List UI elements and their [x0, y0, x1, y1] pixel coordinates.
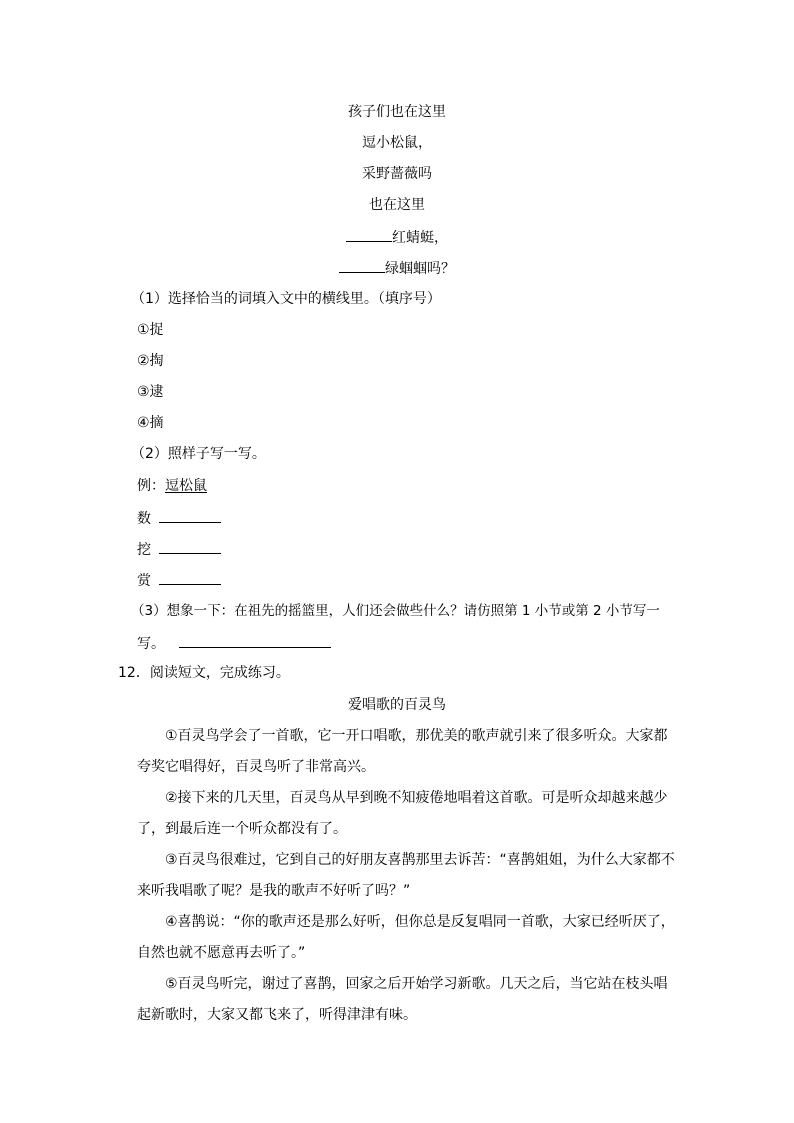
poem-blank-line-1-text: 红蜻蜓，	[392, 230, 448, 246]
q12-heading: 12．阅读短文，完成练习。	[118, 665, 290, 681]
q3-answer-blank[interactable]	[179, 632, 331, 648]
passage-paragraph-4: ④喜鹊说：“你的歌声还是那么好听，但你总是反复唱同一首歌，大家已经听厌了，自然也就不愿意再去听了。”	[137, 914, 675, 961]
q2-example	[137, 476, 207, 496]
q2-item-3-label: 赏	[137, 573, 151, 589]
q2-item-3	[137, 569, 221, 589]
q1-prompt: （1）选择恰当的词填入文中的横线里。（填序号）	[131, 291, 441, 307]
poem-blank-line-2-text: 绿蝈蝈吗？	[385, 261, 455, 277]
poem-line-3: 采野蔷薇吗	[362, 166, 432, 182]
q2-item-2	[137, 538, 221, 558]
passage-paragraph-1: ①百灵鸟学会了一首歌，它一开口唱歌，那优美的歌声就引来了很多听众。大家都夸奖它唱得好，百灵鸟听了非常高兴。	[137, 728, 668, 775]
passage-paragraph-5: ⑤百灵鸟听完，谢过了喜鹊，回家之后开始学习新歌。几天之后，当它站在枝头唱起新歌时，大家又都飞来了，听得津津有味。	[137, 976, 668, 1023]
q2-prompt: （2）照样子写一写。	[131, 446, 266, 462]
q2-item-2-label: 挖	[137, 542, 151, 558]
poem-blank-1[interactable]	[346, 226, 392, 242]
q2-example-object: 松鼠	[179, 478, 207, 494]
q2-item-2-blank[interactable]	[159, 538, 221, 554]
poem-line-4: 也在这里	[369, 197, 425, 213]
poem-blank-2[interactable]	[339, 257, 385, 273]
q2-item-1	[137, 507, 221, 527]
q3-prompt-line-1: （3）想象一下：在祖先的摇篮里，人们还会做些什么？请仿照第 1 小节或第 2 小节写一	[131, 603, 660, 619]
q2-example-prefix: 例：	[137, 478, 165, 494]
q3-prompt-line-2-text: 写。	[137, 636, 165, 652]
q1-option-2: ②掏	[137, 353, 164, 369]
poem-blank-line-1	[0, 226, 794, 246]
q1-option-3: ③逮	[137, 384, 164, 400]
passage-paragraph-3: ③百灵鸟很难过，它到自己的好朋友喜鹊那里去诉苦：“喜鹊姐姐，为什么大家都不来听我唱歌了呢？是我的歌声不好听了吗？”	[137, 852, 675, 899]
q2-item-1-blank[interactable]	[159, 507, 221, 523]
poem-line-2: 逗小松鼠，	[362, 135, 432, 151]
q2-item-1-label: 数	[137, 511, 151, 527]
poem-line-1: 孩子们也在这里	[348, 104, 446, 120]
passage-paragraph-2: ②接下来的几天里，百灵鸟从早到晚不知疲倦地唱着这首歌。可是听众却越来越少了，到最后连一个听众都没有了。	[137, 790, 668, 837]
poem-blank-line-2	[0, 257, 794, 277]
q3-prompt-line-2	[137, 632, 331, 652]
q2-example-verb: 逗	[165, 478, 179, 494]
passage-title: 爱唱歌的百灵鸟	[348, 697, 446, 713]
q2-item-3-blank[interactable]	[159, 569, 221, 585]
q1-option-1: ①捉	[137, 322, 164, 338]
q1-option-4: ④摘	[137, 415, 164, 431]
